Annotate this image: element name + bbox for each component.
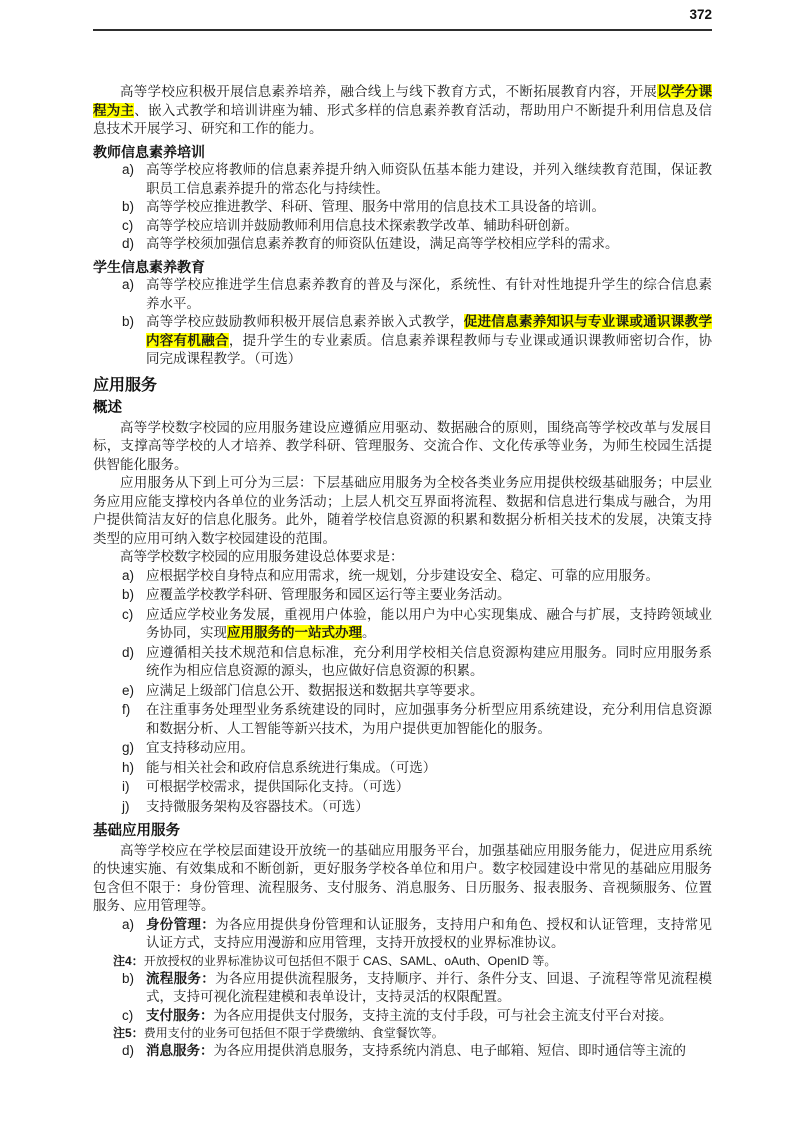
overview-paragraph-1: 高等学校数字校园的应用服务建设应遵循应用驱动、数据融合的原则，围绕高等学校改革与发展目标，支撑高等学校的人才培养、教学科研、管理服务、交流合作、文化传承等业务，为师生校园生活提供智能化服务。	[93, 419, 712, 472]
note-line	[93, 1025, 712, 1042]
item-marker: d)	[122, 236, 135, 251]
intro-highlight: 以学分课程为主	[93, 84, 713, 118]
basic-services-paragraph: 高等学校应在学校层面建设开放统一的基础应用服务平台，加强基础应用服务能力，促进应用系统的快速实施、有效集成和不断创新，更好服务学校各单位和用户。数字校园建设中常见的基础应用服务包含但不限于：身份管理、流程服务、支付服务、消息服务、日历服务、报表服务、音视频服务、位置服务、应用管理等。	[93, 842, 712, 913]
item-text: 支持微服务架构及容器技术。（可选）	[146, 798, 369, 814]
list-item	[93, 778, 712, 797]
note-label: 注5：	[113, 1026, 144, 1040]
list-item	[93, 586, 712, 605]
list-item	[93, 235, 712, 254]
item-text-before: 高等学校应鼓励教师积极开展信息素养嵌入式教学，	[146, 314, 464, 329]
list-item	[93, 161, 712, 198]
overview-paragraph-2: 应用服务从下到上可分为三层：下层基础应用服务为全校各类业务应用提供校级基础服务；中层业务应用应能支撑校内各单位的业务活动；上层人机交互界面将流程、数据和信息进行集成与融合，为用户提供简洁友好的信息化服务。此外，随着学校信息资源的积累和数据分析相关技术的发展，决策支持类型的应用可纳入数字校园建设的范围。	[93, 475, 712, 546]
service-label: 消息服务：	[146, 1043, 214, 1058]
service-label: 支付服务：	[146, 1007, 214, 1023]
item-text: 为各应用提供支付服务，支持主流的支付手段，可与社会主流支付平台对接。	[213, 1007, 673, 1023]
section-title-application-services: 应用服务	[93, 376, 158, 394]
page-number: 372	[689, 7, 712, 22]
item-text: 宜支持移动应用。	[146, 740, 254, 755]
student-literacy-list	[93, 276, 712, 369]
basic-services-list	[93, 916, 712, 1061]
item-text: 为各应用提供消息服务，支持系统内消息、电子邮箱、短信、即时通信等主流的	[213, 1043, 686, 1058]
item-marker: d)	[122, 644, 135, 660]
item-text: 高等学校须加强信息素养教育的师资队伍建设，满足高等学校相应学科的需求。	[146, 236, 619, 251]
list-item	[93, 606, 712, 643]
item-marker: c)	[122, 1007, 134, 1023]
item-marker: c)	[122, 217, 134, 233]
subsection-title-basic-services: 基础应用服务	[93, 823, 180, 839]
item-text-after: ，提升学生的专业素质。信息素养课程教师与专业课或通识课教师密切合作，协同完成课程教学。（可选）	[146, 332, 712, 366]
item-marker: a)	[122, 567, 135, 583]
item-text: 在注重事务处理型业务系统建设的同时，应加强事务分析型应用系统建设，充分利用信息资源和数据分析、人工智能等新兴技术，为用户提供更加智能化的服务。	[146, 702, 712, 736]
note-line	[93, 953, 712, 970]
item-text: 应满足上级部门信息公开、数据报送和数据共享等要求。	[146, 682, 484, 698]
list-item	[93, 644, 712, 681]
item-highlight: 促进信息素养知识与专业课或通识课教学内容有机融合	[146, 314, 712, 348]
list-item	[93, 798, 712, 817]
item-text: 应遵循相关技术规范和信息标准，充分利用学校相关信息资源构建应用服务。同时应用服务系统作为相应信息资源的源头，也应做好信息资源的积累。	[146, 644, 712, 678]
note-text: 开放授权的业界标准协议可包括但不限于 CAS、SAML、oAuth、OpenID 等。	[143, 953, 557, 968]
intro-text-before: 高等学校应积极开展信息素养培养，融合线上与线下教育方式，不断拓展教育内容，开展	[120, 84, 658, 99]
item-marker: a)	[122, 162, 135, 177]
list-item	[93, 1042, 712, 1061]
item-marker: g)	[122, 740, 135, 755]
list-item	[93, 313, 712, 369]
list-item	[93, 217, 712, 236]
item-marker: j)	[122, 798, 130, 814]
item-marker: b)	[122, 587, 135, 602]
item-text: 可根据学校需求，提供国际化支持。（可选）	[146, 779, 410, 794]
overview-lead-sentence: 高等学校数字校园的应用服务建设总体要求是：	[120, 549, 404, 564]
item-marker: h)	[122, 759, 135, 775]
list-item	[93, 759, 712, 778]
list-item	[93, 567, 712, 586]
item-marker: b)	[122, 314, 135, 329]
item-marker: a)	[122, 916, 135, 932]
item-text: 高等学校应推进教学、科研、管理、服务中常用的信息技术工具设备的培训。	[146, 199, 605, 214]
list-item	[93, 1007, 712, 1026]
note-label: 注4：	[113, 953, 144, 968]
teacher-literacy-list	[93, 161, 712, 254]
service-label: 流程服务：	[146, 970, 216, 986]
header-rule	[93, 29, 712, 31]
intro-paragraph	[93, 83, 712, 139]
item-marker: b)	[122, 970, 135, 986]
item-marker: d)	[122, 1043, 135, 1058]
item-text: 为各应用提供流程服务，支持顺序、并行、条件分支、回退、子流程等常见流程模式，支持可视化流程建模和表单设计，支持灵活的权限配置。	[146, 970, 712, 1004]
section-title-student-literacy: 学生信息素养教育	[93, 258, 205, 275]
subsection-title-overview: 概述	[93, 400, 122, 416]
item-text: 应覆盖学校教学科研、管理服务和园区运行等主要业务活动。	[146, 587, 511, 602]
item-marker: c)	[122, 606, 134, 622]
item-text: 能与相关社会和政府信息系统进行集成。（可选）	[146, 759, 437, 775]
item-marker: e)	[122, 682, 135, 698]
item-text: 应根据学校自身特点和应用需求，统一规划，分步建设安全、稳定、可靠的应用服务。	[146, 567, 659, 583]
item-marker: f)	[122, 702, 131, 717]
list-item	[93, 198, 712, 217]
overview-requirements-list	[93, 567, 712, 817]
item-text-after: 。	[362, 625, 376, 640]
service-label: 身份管理：	[146, 916, 216, 932]
item-text: 高等学校应推进学生信息素养教育的普及与深化，系统性、有针对性地提升学生的综合信息素养水平。	[146, 277, 712, 311]
item-text: 高等学校应将教师的信息素养提升纳入师资队伍基本能力建设，并列入继续教育范围，保证教职员工信息素养提升的常态化与持续性。	[146, 162, 712, 196]
intro-text-after: 、嵌入式教学和培训讲座为辅、形式多样的信息素养教育活动，帮助用户不断提升利用信息及信息技术开展学习、研究和工作的能力。	[93, 102, 713, 136]
item-text: 为各应用提供身份管理和认证服务，支持用户和角色、授权和认证管理，支持常见认证方式，支持应用漫游和应用管理，支持开放授权的业界标准协议。	[146, 916, 712, 950]
item-marker: b)	[122, 199, 135, 214]
note-text: 费用支付的业务可包括但不限于学费缴纳、食堂餐饮等。	[143, 1026, 444, 1040]
list-item	[93, 682, 712, 701]
item-text: 高等学校应培训并鼓励教师利用信息技术探索教学改革、辅助科研创新。	[146, 217, 578, 233]
item-marker: i)	[122, 779, 130, 794]
list-item	[93, 970, 712, 1007]
list-item	[93, 739, 712, 758]
list-item	[93, 701, 712, 738]
item-highlight: 应用服务的一站式办理	[227, 625, 362, 640]
section-title-teacher-literacy: 教师信息素养培训	[93, 143, 205, 160]
list-item	[93, 916, 712, 953]
list-item	[93, 276, 712, 313]
item-marker: a)	[122, 277, 135, 292]
item-text-before: 应适应学校业务发展，重视用户体验，能以用户为中心实现集成、融合与扩展，支持跨领域业务协同，实现	[146, 606, 712, 640]
